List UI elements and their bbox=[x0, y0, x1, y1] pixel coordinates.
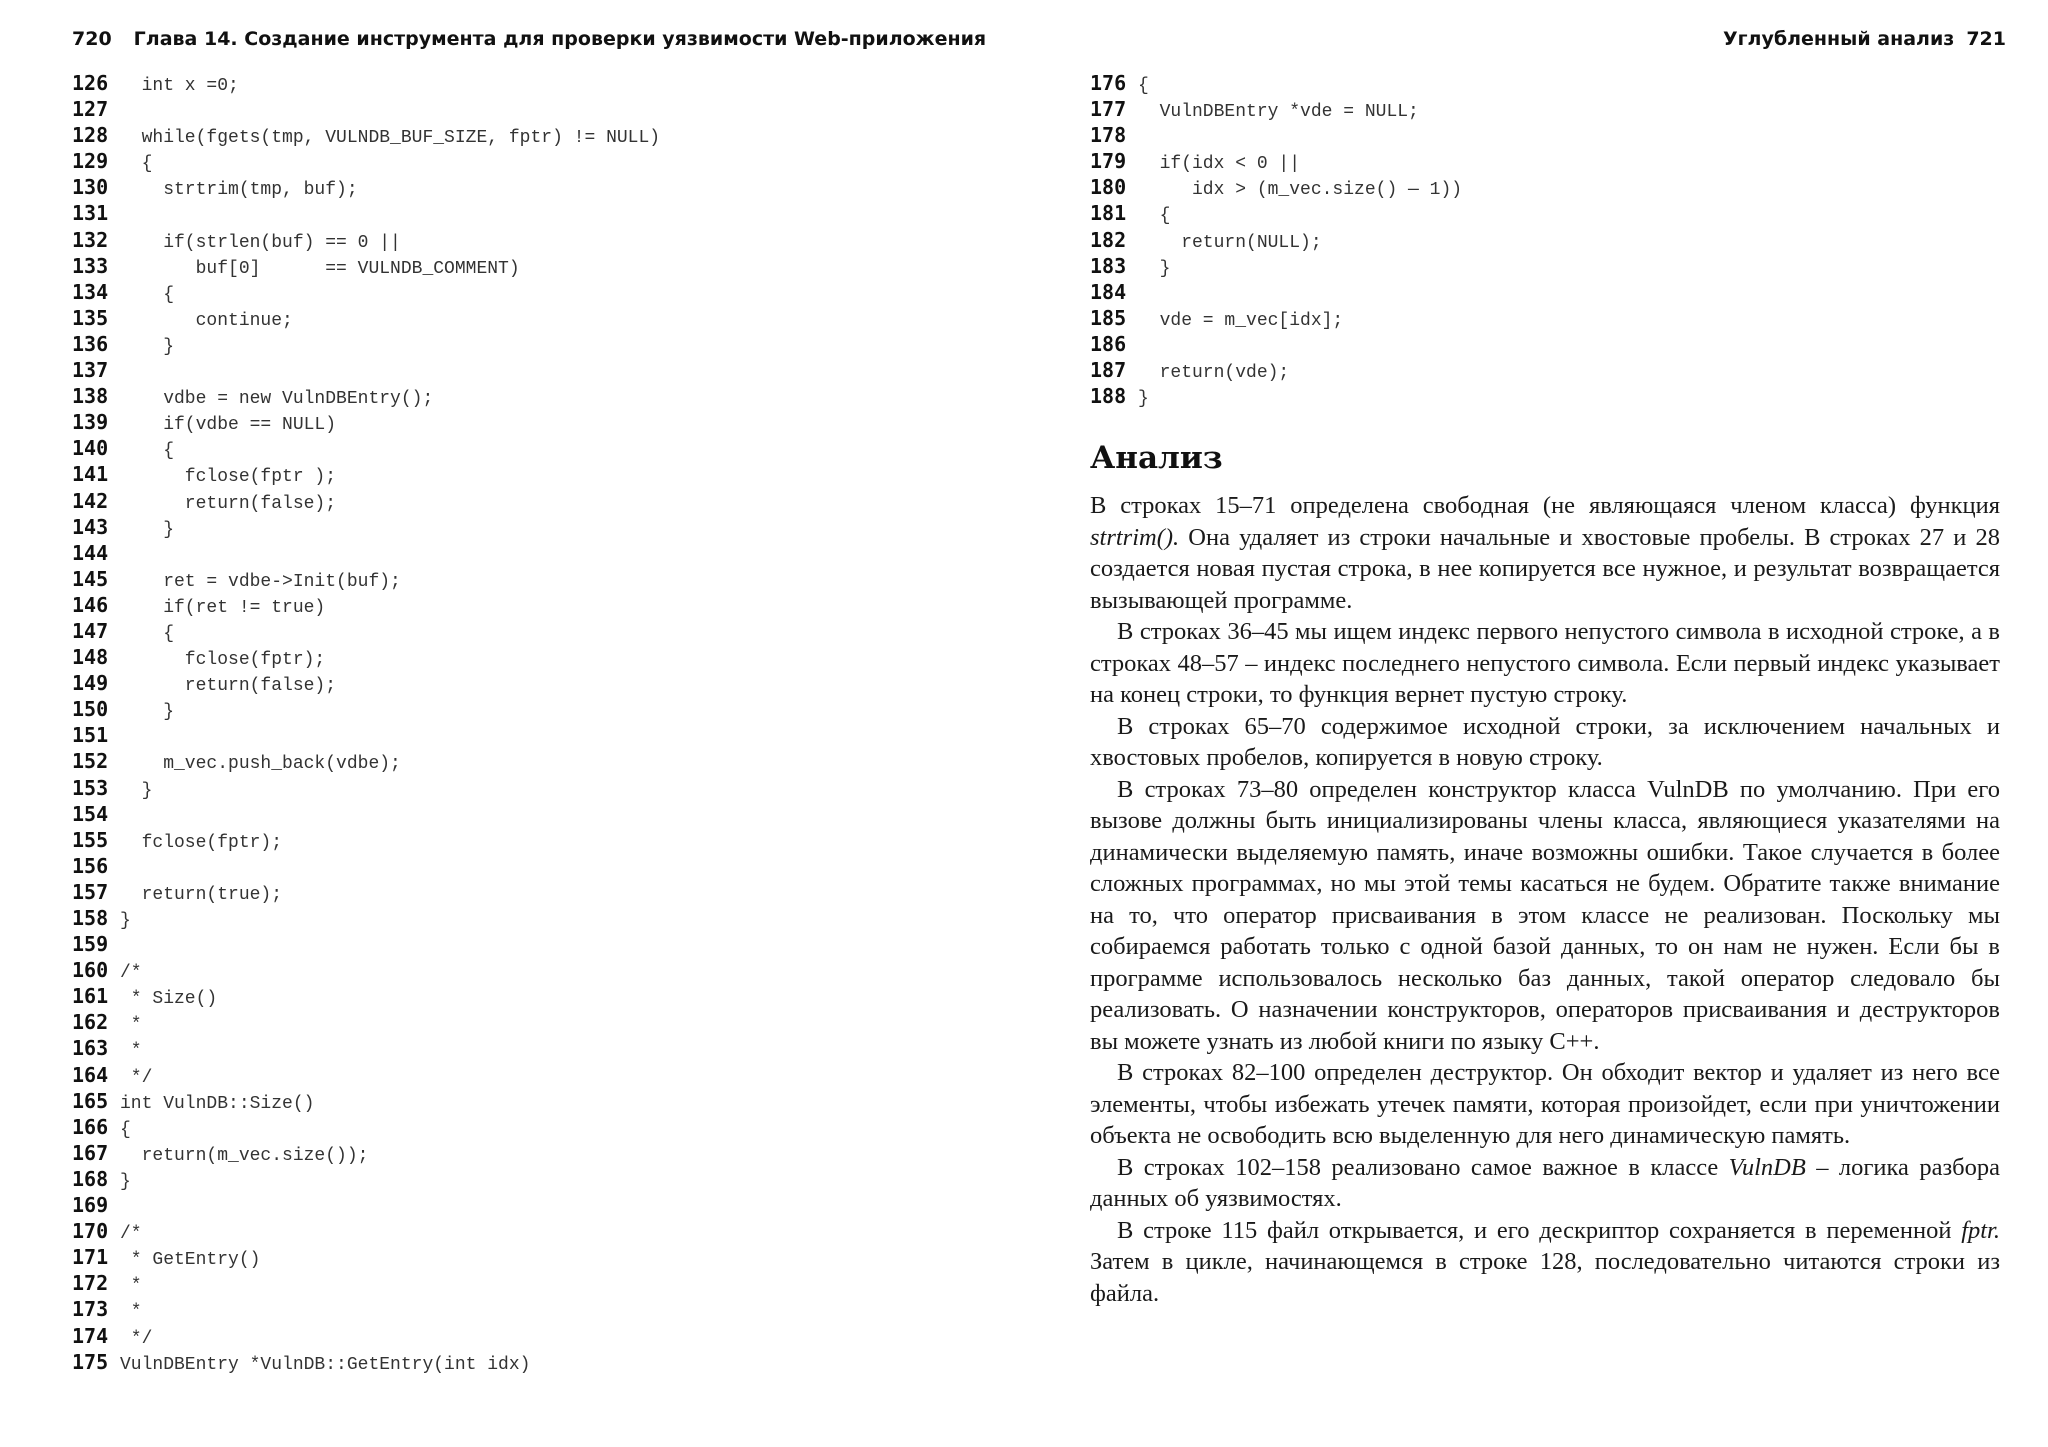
code-text: return(true); bbox=[120, 884, 283, 905]
code-text: { bbox=[1138, 76, 1149, 96]
line-number: 187 bbox=[1090, 358, 1127, 383]
line-number: 174 bbox=[72, 1323, 109, 1348]
code-text: fclose(fptr); bbox=[120, 650, 326, 671]
line-number: 147 bbox=[72, 618, 109, 643]
code-line bbox=[1090, 357, 1462, 383]
code-text: VulnDBEntry *vde = NULL; bbox=[1138, 102, 1419, 123]
code-line bbox=[1090, 70, 1462, 96]
code-line bbox=[72, 670, 660, 696]
line-number: 131 bbox=[72, 201, 109, 226]
code-text: } bbox=[120, 780, 153, 801]
line-number: 173 bbox=[72, 1297, 109, 1322]
code-text: /* bbox=[120, 1224, 142, 1245]
code-text: return(m_vec.size()); bbox=[120, 1145, 369, 1166]
line-number: 150 bbox=[72, 697, 109, 722]
code-line bbox=[1090, 148, 1462, 174]
code-line bbox=[72, 879, 660, 905]
code-line bbox=[1090, 383, 1462, 409]
code-text: vdbe = new VulnDBEntry(); bbox=[120, 389, 434, 410]
line-number: 163 bbox=[72, 1036, 109, 1061]
code-line bbox=[72, 566, 660, 592]
code-text: } bbox=[120, 702, 175, 723]
code-line bbox=[72, 1088, 660, 1114]
line-number: 126 bbox=[72, 71, 109, 95]
line-number: 169 bbox=[72, 1193, 109, 1218]
code-text: } bbox=[120, 336, 175, 357]
code-text: * bbox=[120, 1041, 142, 1062]
code-text: * bbox=[120, 1015, 142, 1036]
line-number: 165 bbox=[72, 1088, 109, 1113]
line-number: 166 bbox=[72, 1114, 109, 1139]
code-line bbox=[72, 383, 660, 409]
code-line bbox=[1090, 122, 1462, 148]
paragraph: В строках 65–70 содержимое исходной строки, за исключением начальных и хвостовых пробелов, копируется в новую строку. bbox=[1090, 712, 2000, 771]
paragraph: В строках 82–100 определен деструктор. Он обходит вектор и удаляет из него все элементы, чтобы избежать утечек памяти, которая произойдет, если при уничтожении объекта не освободить всю выделенную для него динамическую память. bbox=[1090, 1059, 2000, 1149]
code-text: * GetEntry() bbox=[120, 1250, 261, 1271]
line-number: 145 bbox=[72, 566, 109, 591]
right-page-number: 721 bbox=[1966, 28, 2006, 50]
line-number: 128 bbox=[72, 123, 109, 148]
code-text: while(fgets(tmp, VULNDB_BUF_SIZE, fptr) != NULL) bbox=[120, 128, 661, 149]
code-line bbox=[72, 1140, 660, 1166]
line-number: 162 bbox=[72, 1010, 109, 1035]
paragraph bbox=[1090, 490, 2000, 616]
code-line bbox=[72, 1009, 660, 1035]
line-number: 183 bbox=[1090, 253, 1127, 278]
code-listing-right bbox=[1090, 70, 1462, 409]
line-number: 152 bbox=[72, 749, 109, 774]
code-text: ret = vdbe->Init(buf); bbox=[120, 571, 401, 592]
code-line bbox=[72, 253, 660, 279]
line-number: 188 bbox=[1090, 384, 1127, 409]
code-text: } bbox=[120, 519, 175, 540]
line-number: 179 bbox=[1090, 149, 1127, 174]
line-number: 149 bbox=[72, 671, 109, 696]
code-text: } bbox=[120, 1171, 131, 1192]
line-number: 177 bbox=[1090, 97, 1127, 122]
code-text: } bbox=[1138, 258, 1171, 279]
code-line bbox=[72, 1323, 660, 1349]
code-text: */ bbox=[120, 1067, 153, 1088]
code-line bbox=[72, 331, 660, 357]
code-text: { bbox=[120, 623, 175, 644]
line-number: 155 bbox=[72, 827, 109, 852]
code-listing-left bbox=[72, 70, 660, 1375]
left-running-head: Глава 14. Создание инструмента для проверки уязвимости Web-приложения bbox=[133, 28, 987, 50]
line-number: 171 bbox=[72, 1245, 109, 1270]
line-number: 144 bbox=[72, 540, 109, 565]
code-line bbox=[72, 174, 660, 200]
code-line bbox=[72, 722, 660, 748]
code-line bbox=[72, 279, 660, 305]
code-line bbox=[72, 905, 660, 931]
line-number: 130 bbox=[72, 175, 109, 200]
line-number: 160 bbox=[72, 958, 109, 983]
code-line bbox=[72, 357, 660, 383]
line-number: 156 bbox=[72, 853, 109, 878]
code-line bbox=[72, 1035, 660, 1061]
code-line bbox=[1090, 253, 1462, 279]
line-number: 140 bbox=[72, 436, 109, 461]
line-number: 181 bbox=[1090, 201, 1127, 226]
code-text: * bbox=[120, 1276, 142, 1297]
code-line bbox=[72, 1218, 660, 1244]
code-text: if(idx < 0 || bbox=[1138, 154, 1301, 175]
line-number: 135 bbox=[72, 305, 109, 330]
code-line bbox=[72, 1114, 660, 1140]
code-text: { bbox=[1138, 206, 1171, 227]
code-text: { bbox=[120, 154, 153, 175]
code-text: /* bbox=[120, 963, 142, 984]
paragraph: В строках 73–80 определен конструктор класса VulnDB по умолчанию. При его вызове должны быть инициализированы члены класса, являющиеся указателями на динамически выделяемую память, иначе возможны ошибки. Такое случается в более сложных программах, но мы этой темы касаться не будем. Обратите также внимание на то, что оператор присваивания в этом классе не реализован. Поскольку мы собираемся работать только с одной базой данных, то он нам не нужен. Если бы в программе использовалось несколько баз данных, такой оператор следовало бы реализовать. О назначении конструкторов, операторов присваивания и деструкторов вы можете узнать из любой книги по языку C++. bbox=[1090, 775, 2000, 1055]
code-text: */ bbox=[120, 1328, 153, 1349]
code-text: if(ret != true) bbox=[120, 597, 326, 618]
code-line bbox=[72, 827, 660, 853]
code-text: } bbox=[120, 911, 131, 931]
text-run: Затем в цикле, начинающемся в строке 128, последовательно читаются строки из файла. bbox=[1090, 1248, 2000, 1307]
line-number: 161 bbox=[72, 984, 109, 1009]
code-text: buf[0] == VULNDB_COMMENT) bbox=[120, 258, 520, 279]
code-line bbox=[1090, 96, 1462, 122]
code-line bbox=[72, 592, 660, 618]
line-number: 132 bbox=[72, 227, 109, 252]
code-line bbox=[72, 409, 660, 435]
text-run: Она удаляет из строки начальные и хвостовые пробелы. В строках 27 и 28 создается новая пустая строка, в нее копируется все нужное, и результат возвращается вызывающей программе. bbox=[1090, 523, 2000, 614]
code-line bbox=[72, 696, 660, 722]
code-text: { bbox=[120, 284, 175, 305]
code-line bbox=[72, 1349, 660, 1375]
text-run: В строке 115 файл открывается, и его дескриптор сохраняется в переменной bbox=[1117, 1216, 1962, 1244]
code-line bbox=[72, 96, 660, 122]
line-number: 158 bbox=[72, 906, 109, 930]
code-line bbox=[1090, 279, 1462, 305]
code-text: m_vec.push_back(vdbe); bbox=[120, 754, 401, 775]
code-line bbox=[72, 931, 660, 957]
line-number: 180 bbox=[1090, 175, 1127, 200]
line-number: 167 bbox=[72, 1140, 109, 1165]
line-number: 172 bbox=[72, 1271, 109, 1296]
line-number: 146 bbox=[72, 592, 109, 617]
code-line bbox=[72, 1244, 660, 1270]
code-line bbox=[72, 801, 660, 827]
code-line bbox=[72, 200, 660, 226]
code-line bbox=[72, 540, 660, 566]
line-number: 170 bbox=[72, 1219, 109, 1244]
code-text: if(vdbe == NULL) bbox=[120, 415, 337, 436]
code-line bbox=[72, 1192, 660, 1218]
code-line bbox=[72, 748, 660, 774]
line-number: 164 bbox=[72, 1062, 109, 1087]
code-text: * bbox=[120, 1302, 142, 1323]
line-number: 139 bbox=[72, 410, 109, 435]
code-text: continue; bbox=[120, 310, 293, 331]
italic-term: VulnDB bbox=[1728, 1153, 1806, 1181]
code-line bbox=[72, 1296, 660, 1322]
line-number: 129 bbox=[72, 149, 109, 174]
line-number: 136 bbox=[72, 331, 109, 356]
left-running-header bbox=[72, 28, 986, 50]
code-line bbox=[1090, 227, 1462, 253]
code-line bbox=[72, 1062, 660, 1088]
code-text: fclose(fptr); bbox=[120, 832, 283, 853]
line-number: 185 bbox=[1090, 305, 1127, 330]
line-number: 184 bbox=[1090, 279, 1127, 304]
paragraph: В строках 36–45 мы ищем индекс первого непустого символа в исходной строке, а в строках 48–57 – индекс последнего непустого символа. Если первый индекс указывает на конец строки, то функция вернет пустую строку. bbox=[1090, 618, 2000, 708]
code-line bbox=[72, 305, 660, 331]
code-text: { bbox=[120, 441, 175, 462]
line-number: 138 bbox=[72, 384, 109, 409]
code-text: vde = m_vec[idx]; bbox=[1138, 310, 1344, 331]
analysis-text bbox=[1090, 490, 2000, 1309]
line-number: 186 bbox=[1090, 331, 1127, 356]
code-line bbox=[72, 957, 660, 983]
line-number: 137 bbox=[72, 358, 109, 383]
code-text: fclose(fptr ); bbox=[120, 467, 337, 488]
code-text: int VulnDB::Size() bbox=[120, 1093, 315, 1114]
code-line bbox=[72, 853, 660, 879]
text-run: – логика разбора данных об уязвимостях. bbox=[1090, 1153, 2000, 1212]
code-text: } bbox=[1138, 389, 1149, 410]
section-title: Анализ bbox=[1090, 440, 1223, 476]
code-line bbox=[72, 775, 660, 801]
code-line bbox=[72, 461, 660, 487]
line-number: 157 bbox=[72, 879, 109, 904]
code-line bbox=[1090, 200, 1462, 226]
right-running-head: Углубленный анализ bbox=[1722, 28, 1955, 50]
code-text: return(vde); bbox=[1138, 363, 1290, 384]
code-text: int x =0; bbox=[120, 76, 239, 96]
line-number: 134 bbox=[72, 279, 109, 304]
code-line bbox=[72, 644, 660, 670]
line-number: 182 bbox=[1090, 227, 1127, 252]
code-line bbox=[1090, 305, 1462, 331]
code-text: return(false); bbox=[120, 676, 337, 697]
line-number: 159 bbox=[72, 932, 109, 957]
left-page-number: 720 bbox=[72, 28, 112, 50]
code-text: VulnDBEntry *VulnDB::GetEntry(int idx) bbox=[120, 1354, 531, 1375]
code-text: strtrim(tmp, buf); bbox=[120, 180, 358, 201]
line-number: 133 bbox=[72, 253, 109, 278]
code-line bbox=[72, 514, 660, 540]
line-number: 127 bbox=[72, 97, 109, 122]
text-run: В строках 102–158 реализовано самое важное в классе bbox=[1117, 1153, 1729, 1181]
code-line bbox=[72, 1166, 660, 1192]
line-number: 168 bbox=[72, 1166, 109, 1191]
code-text: * Size() bbox=[120, 989, 218, 1010]
code-line bbox=[72, 148, 660, 174]
code-line bbox=[1090, 174, 1462, 200]
line-number: 153 bbox=[72, 775, 109, 800]
code-line bbox=[72, 1270, 660, 1296]
text-run: В строках 15–71 определена свободная (не являющаяся членом класса) функция bbox=[1090, 492, 2000, 519]
code-line bbox=[1090, 331, 1462, 357]
line-number: 143 bbox=[72, 514, 109, 539]
line-number: 141 bbox=[72, 462, 109, 487]
paragraph bbox=[1090, 1215, 2000, 1310]
code-text: if(strlen(buf) == 0 || bbox=[120, 232, 401, 253]
code-line bbox=[72, 983, 660, 1009]
code-line bbox=[72, 435, 660, 461]
code-text: idx > (m_vec.size() — 1)) bbox=[1138, 180, 1463, 201]
italic-term: strtrim(). bbox=[1090, 523, 1180, 551]
line-number: 148 bbox=[72, 645, 109, 670]
code-line bbox=[72, 618, 660, 644]
code-text: return(NULL); bbox=[1138, 232, 1322, 253]
code-line bbox=[72, 122, 660, 148]
line-number: 151 bbox=[72, 723, 109, 748]
paragraph bbox=[1090, 1152, 2000, 1215]
code-line bbox=[72, 70, 660, 96]
code-line bbox=[72, 227, 660, 253]
line-number: 142 bbox=[72, 488, 109, 513]
code-line bbox=[72, 488, 660, 514]
right-running-header bbox=[1723, 28, 2006, 50]
line-number: 176 bbox=[1090, 71, 1127, 95]
line-number: 154 bbox=[72, 801, 109, 826]
line-number: 175 bbox=[72, 1349, 109, 1374]
line-number: 178 bbox=[1090, 123, 1127, 148]
code-text: return(false); bbox=[120, 493, 337, 514]
italic-term: fptr. bbox=[1961, 1216, 2000, 1244]
code-text: { bbox=[120, 1119, 131, 1140]
